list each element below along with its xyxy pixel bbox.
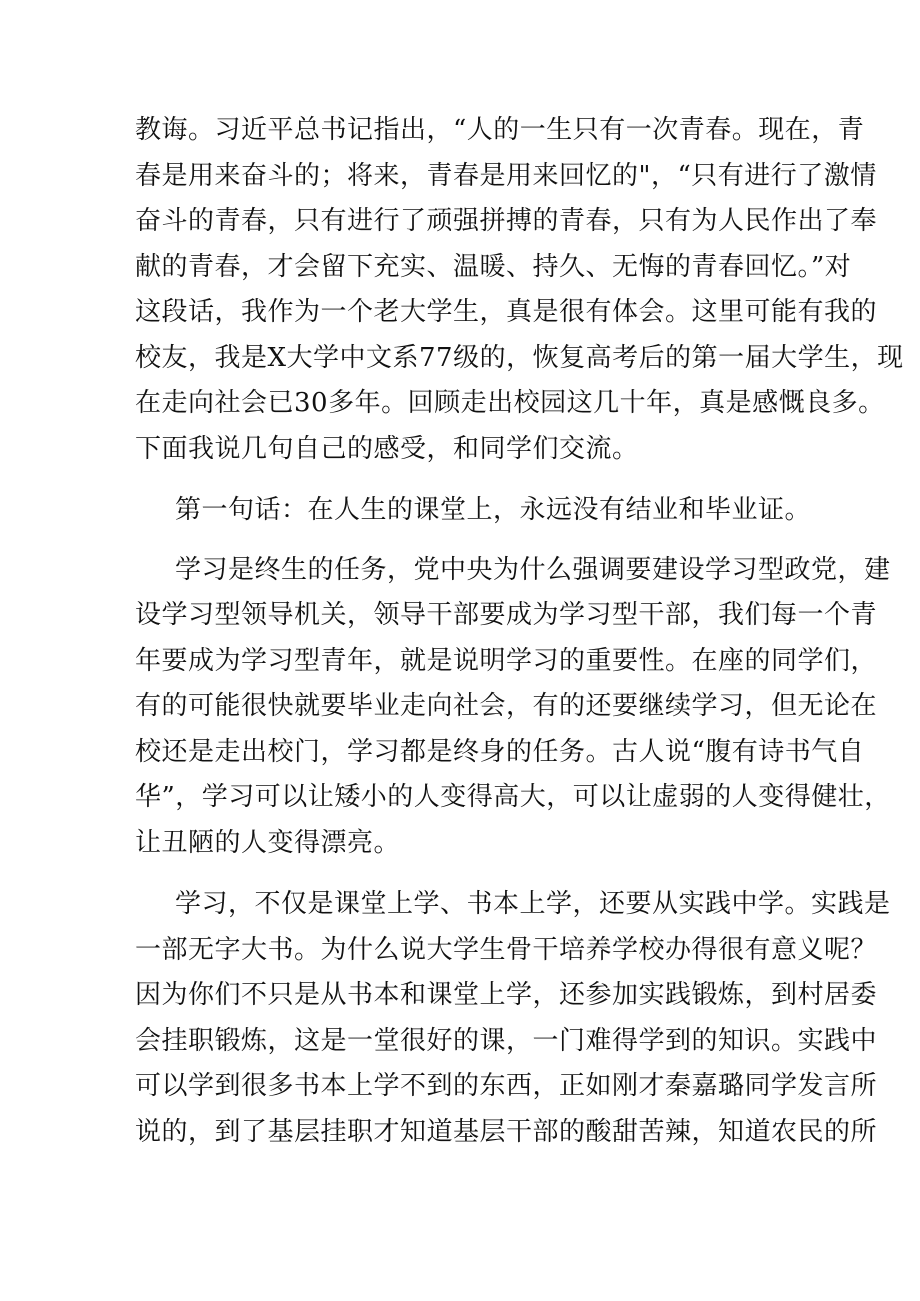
- paragraph-1: [135, 108, 904, 472]
- text-line: 有的可能很快就要毕业走向社会，有的还要继续学习，但无论在: [135, 691, 878, 721]
- text-line: 教诲。习近平总书记指出，“人的一生只有一次青春。现在，青: [135, 115, 865, 145]
- paragraph-4: [135, 882, 891, 1155]
- text-line: 可以学到很多书本上学不到的东西，正如刚才秦嘉璐同学发言所: [135, 1071, 878, 1101]
- text-line: 校还是走出校门，学习都是终身的任务。古人说“腹有诗书气自: [135, 736, 865, 767]
- text-line: 华”，学习可以让矮小的人变得高大，可以让虚弱的人变得健壮，: [135, 782, 891, 812]
- text-line: 校友，我是X大学中文系77级的，恢复高考后的第一届大学生，现: [135, 342, 904, 373]
- text-line: 春是用来奋斗的；将来，青春是用来回忆的"，“只有进行了激情: [135, 160, 877, 191]
- text-line: 会挂职锻炼，这是一堂很好的课，一门难得学到的知识。实践中: [135, 1025, 878, 1056]
- text-line: 因为你们不只是从书本和课堂上学，还参加实践锻炼，到村居委: [135, 980, 878, 1010]
- text-line: 奋斗的青春，只有进行了顽强拼搏的青春，只有为人民作出了奉: [135, 206, 878, 236]
- document-body: [135, 108, 904, 1155]
- text-line: 设学习型领导机关，领导干部要成为学习型干部，我们每一个青: [135, 600, 878, 630]
- section-heading: 第一句话：在人生的课堂上，永远没有结业和毕业证。: [175, 495, 812, 525]
- text-line: 在走向社会已30多年。回顾走出校园这几十年，真是感慨良多。: [135, 388, 885, 418]
- text-line: 一部无字大书。为什么说大学生骨干培养学校办得很有意义呢？: [135, 934, 878, 965]
- paragraph-2-heading: [135, 488, 812, 534]
- text-line: 这段话，我作为一个老大学生，真是很有体会。这里可能有我的: [135, 297, 878, 327]
- text-line: 说的，到了基层挂职才知道基层干部的酸甜苦辣，知道农民的所: [135, 1116, 878, 1147]
- text-line: 让丑陋的人变得漂亮。: [135, 827, 401, 858]
- text-line: 献的青春，才会留下充实、温暖、持久、无悔的青春回忆。”对: [135, 251, 852, 282]
- paragraph-3: [135, 548, 891, 867]
- text-line: 学习是终生的任务，党中央为什么强调要建设学习型政党，建: [175, 554, 891, 585]
- text-line: 下面我说几句自己的感受，和同学们交流。: [135, 433, 639, 464]
- text-line: 学习，不仅是课堂上学、书本上学，还要从实践中学。实践是: [175, 889, 891, 919]
- text-line: 年要成为学习型青年，就是说明学习的重要性。在座的同学们，: [135, 645, 878, 676]
